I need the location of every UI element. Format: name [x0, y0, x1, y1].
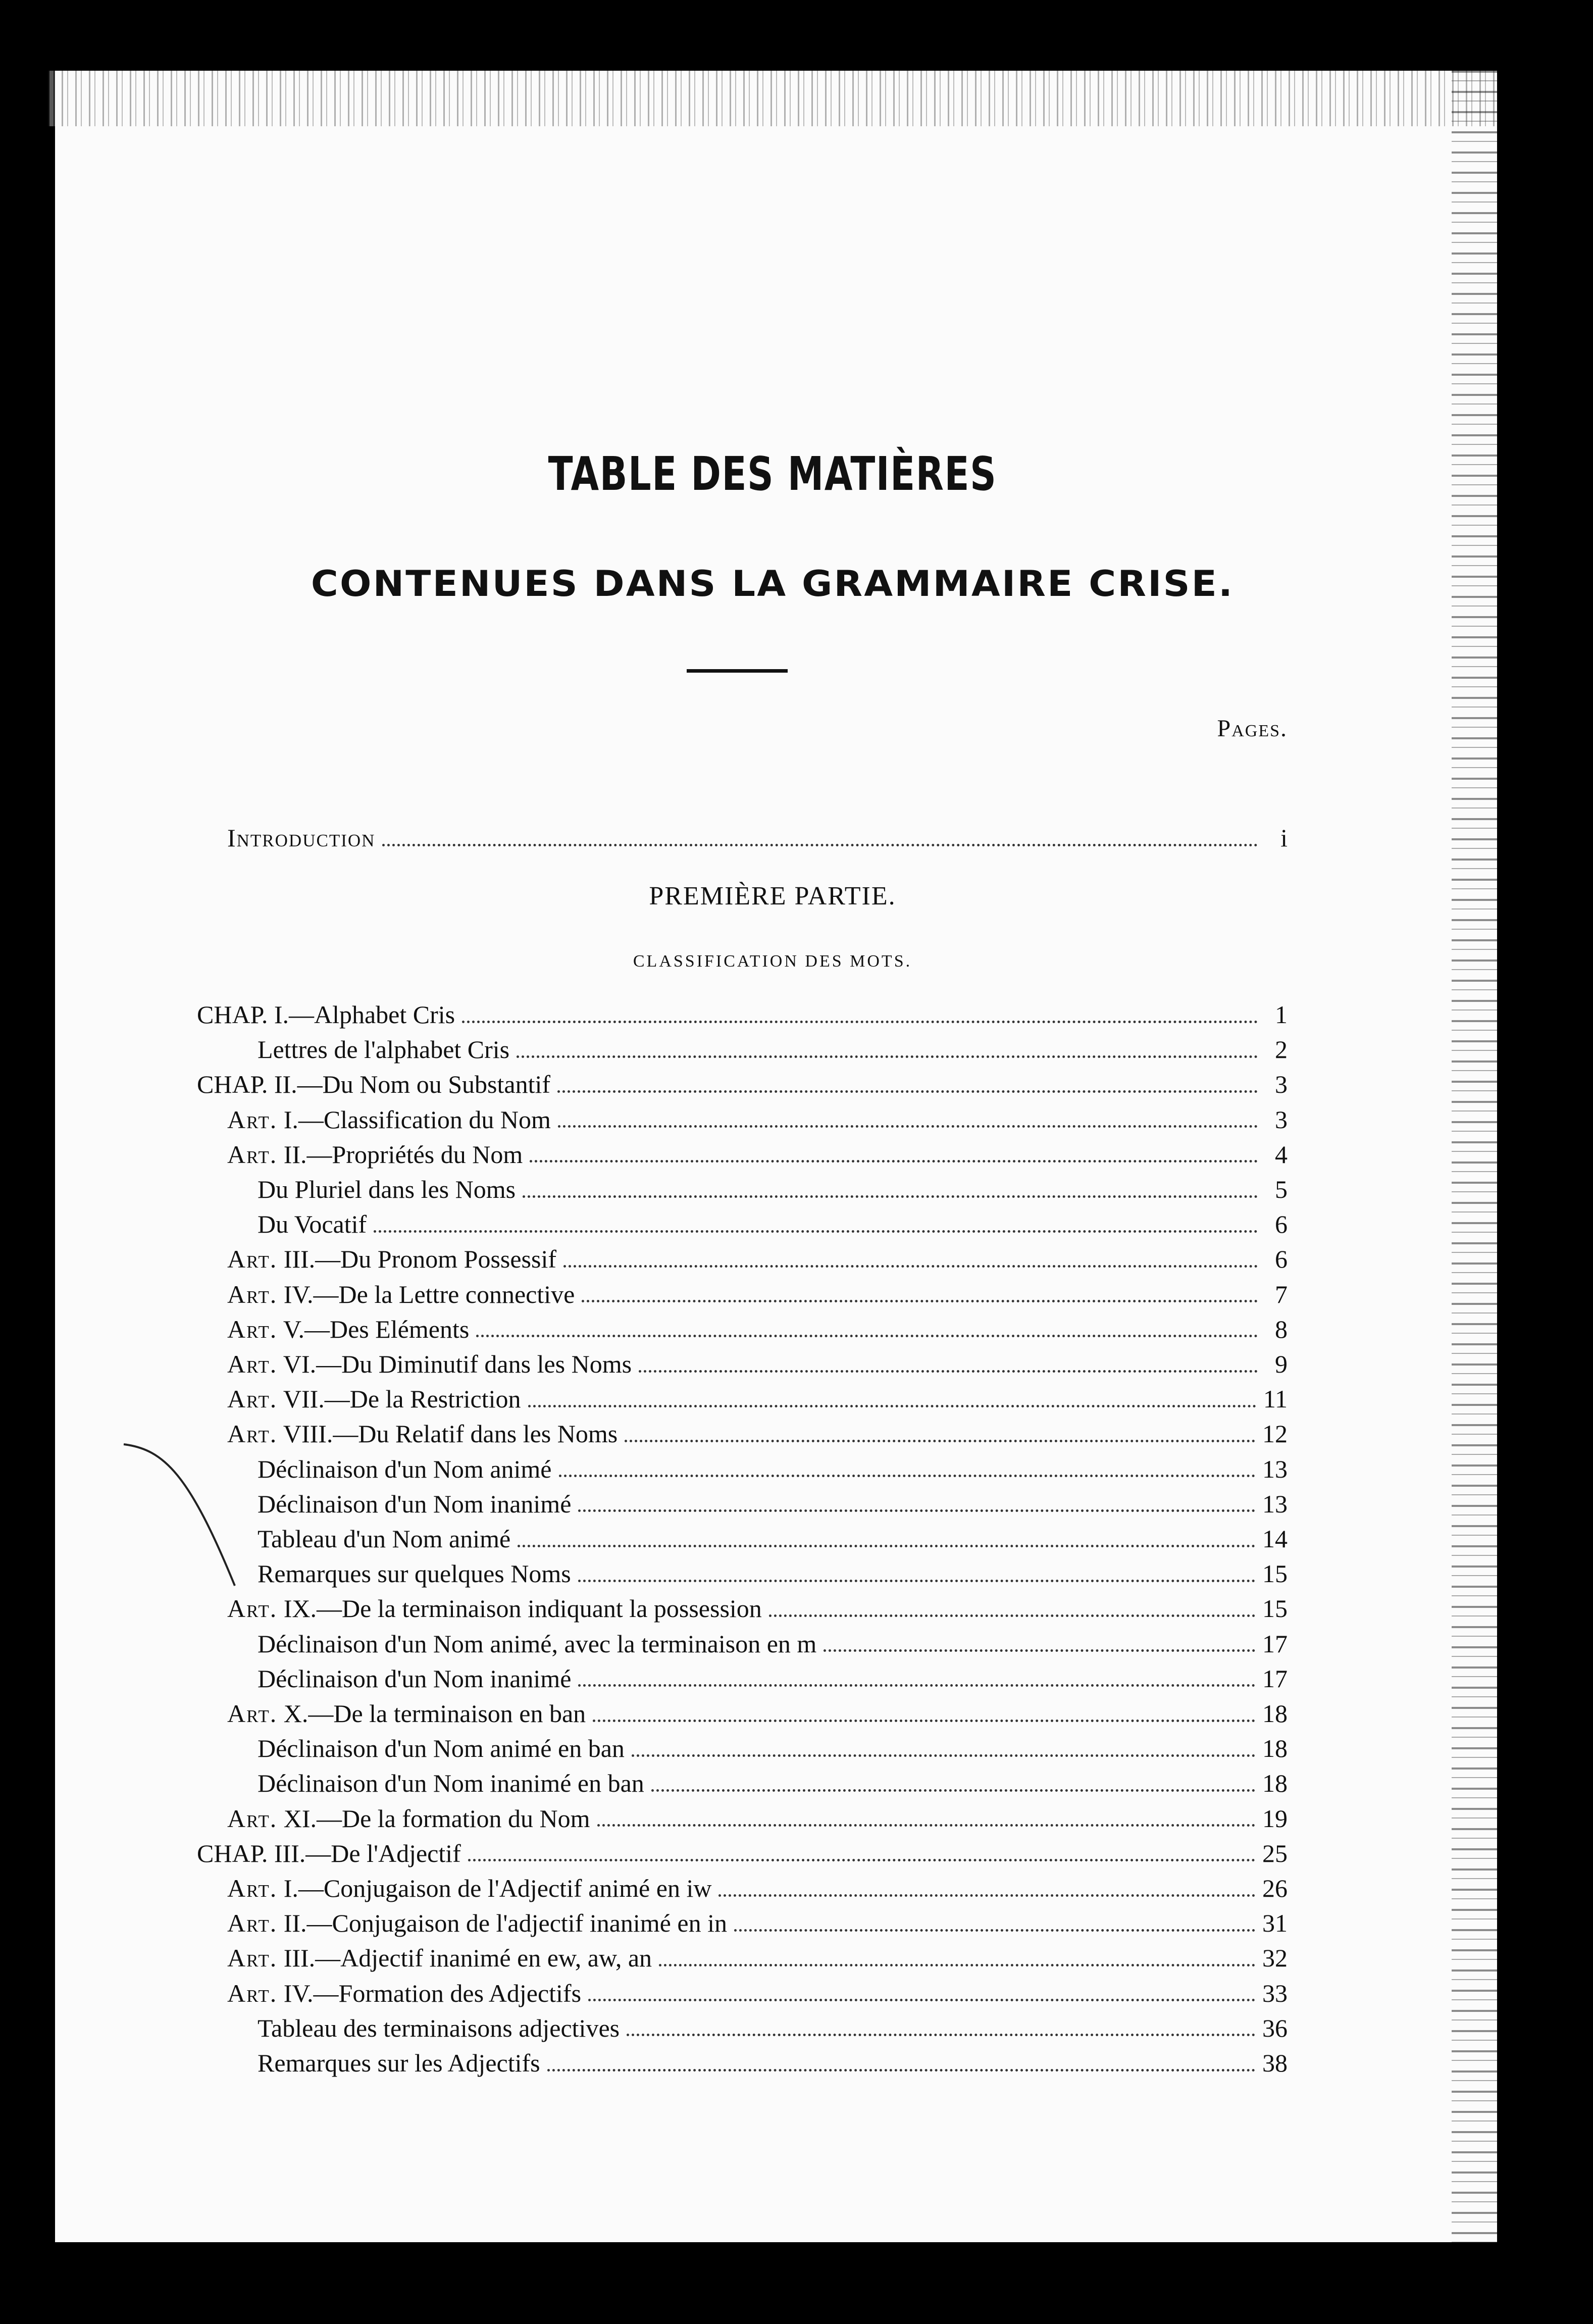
toc-label: Tableau des terminaisons adjectives: [258, 2013, 620, 2042]
toc-row: [258, 1209, 1288, 1241]
toc-page-number: 38: [1262, 2049, 1288, 2077]
toc-row: [227, 1908, 1288, 1940]
toc-label: Art. VI.—Du Diminutif dans les Noms: [227, 1350, 632, 1378]
toc-label: Du Pluriel dans les Noms: [258, 1175, 516, 1203]
toc-page-number: 3: [1275, 1105, 1288, 1134]
toc-label: Lettres de l'alphabet Cris: [258, 1035, 510, 1064]
part-subheading: CLASSIFICATION DES MOTS.: [633, 952, 912, 971]
toc-row: [227, 1594, 1288, 1625]
toc-page-number: 3: [1275, 1070, 1288, 1099]
dot-leader: [718, 1894, 1255, 1897]
toc-label: CHAP. III.—De l'Adjectif: [197, 1839, 461, 1867]
toc-page-number: 12: [1262, 1420, 1288, 1448]
toc-page-number: 5: [1275, 1175, 1288, 1203]
toc-row: [258, 1035, 1288, 1066]
toc-row: [227, 1280, 1288, 1311]
toc-page-number: 18: [1262, 1699, 1288, 1728]
title-rule: [687, 669, 788, 673]
toc-page-number: 18: [1262, 1769, 1288, 1798]
dot-leader: [578, 1580, 1255, 1582]
toc-page-number: 4: [1275, 1140, 1288, 1169]
dot-leader: [769, 1614, 1255, 1617]
dot-leader: [659, 1964, 1255, 1966]
toc-label: Art. II.—Propriétés du Nom: [227, 1140, 523, 1169]
toc-label: Art. I.—Classification du Nom: [227, 1105, 551, 1134]
dot-leader: [639, 1370, 1258, 1373]
toc-page-number: 11: [1263, 1385, 1288, 1413]
dot-leader: [518, 1545, 1255, 1547]
dot-leader: [632, 1754, 1255, 1757]
toc-row: [258, 1524, 1288, 1555]
dot-leader: [578, 1684, 1255, 1687]
toc-label: Déclinaison d'un Nom animé, avec la terminaison en m: [258, 1629, 817, 1658]
toc-page-number: 19: [1262, 1804, 1288, 1833]
dot-leader: [578, 1509, 1255, 1512]
toc-label: Déclinaison d'un Nom inanimé en ban: [258, 1769, 644, 1798]
toc-label: Art. IV.—De la Lettre connective: [227, 1280, 575, 1308]
dot-leader: [824, 1649, 1255, 1652]
toc-row: [258, 1559, 1288, 1590]
toc-row: [227, 1699, 1288, 1730]
toc-row: [258, 2048, 1288, 2080]
toc-page-number: 26: [1262, 1874, 1288, 1902]
dot-leader: [625, 1440, 1255, 1442]
dot-leader: [597, 1824, 1255, 1827]
toc-page-number: 15: [1262, 1594, 1288, 1623]
dot-leader: [476, 1335, 1258, 1337]
toc-row: [227, 1384, 1288, 1416]
scan-right-edge: [1452, 71, 1497, 2242]
dot-leader: [468, 1859, 1255, 1861]
toc-page-number: 25: [1262, 1839, 1288, 1867]
toc-row: [258, 1664, 1288, 1695]
dot-leader: [462, 1021, 1258, 1023]
toc-row: [258, 1734, 1288, 1765]
toc-label: Art. III.—Adjectif inanimé en ew, aw, an: [227, 1944, 652, 1973]
toc-row: [197, 1000, 1288, 1031]
toc-label: Art. XI.—De la formation du Nom: [227, 1804, 590, 1833]
toc-label: Remarques sur quelques Noms: [258, 1559, 571, 1588]
toc-page-number: 31: [1262, 1909, 1288, 1938]
dot-leader: [382, 844, 1258, 846]
dot-leader: [563, 1265, 1258, 1268]
toc-row: [227, 1349, 1288, 1381]
toc-label: CHAP. I.—Alphabet Cris: [197, 1000, 455, 1029]
dot-leader: [523, 1195, 1258, 1198]
toc-label: Déclinaison d'un Nom animé en ban: [258, 1734, 625, 1763]
toc-label: Tableau d'un Nom animé: [258, 1525, 511, 1553]
toc-row: [227, 1419, 1288, 1450]
toc-page-number: 36: [1262, 2013, 1288, 2042]
dot-leader: [557, 1090, 1258, 1093]
toc-page-number: 6: [1275, 1210, 1288, 1239]
toc-row: [258, 1175, 1288, 1206]
toc-label: Déclinaison d'un Nom animé: [258, 1454, 552, 1483]
toc-row: [258, 2013, 1288, 2045]
toc-page-number: 9: [1275, 1350, 1288, 1378]
pages-column-label: Pages.: [1217, 715, 1288, 742]
toc-label: Art. IX.—De la terminaison indiquant la possession: [227, 1594, 762, 1623]
dot-leader: [528, 1405, 1256, 1407]
toc-page-number: 6: [1275, 1245, 1288, 1274]
toc-row: [258, 1629, 1288, 1660]
toc-row: [227, 1244, 1288, 1276]
scan-top-edge: [48, 71, 1497, 126]
toc-row: [197, 1070, 1288, 1101]
toc-row: [258, 1769, 1288, 1800]
toc-label: Art. X.—De la terminaison en ban: [227, 1699, 586, 1728]
part-heading: PREMIÈRE PARTIE.: [649, 882, 896, 911]
toc-row-introduction: [227, 823, 1288, 854]
toc-row: [227, 1874, 1288, 1905]
toc-label: Du Vocatif: [258, 1210, 367, 1239]
toc-row: [227, 1804, 1288, 1835]
toc-page-number: 32: [1262, 1944, 1288, 1973]
toc-page-number: 8: [1275, 1315, 1288, 1343]
toc-label: Art. IV.—Formation des Adjectifs: [227, 1979, 582, 2007]
toc-page-number: 15: [1262, 1559, 1288, 1588]
toc-label: Art. III.—Du Pronom Possessif: [227, 1245, 557, 1274]
dot-leader: [530, 1160, 1258, 1163]
toc-label: Remarques sur les Adjectifs: [258, 2049, 540, 2077]
toc-label: Introduction: [227, 824, 376, 852]
dot-leader: [547, 2069, 1255, 2072]
scanned-page: [48, 71, 1497, 2242]
toc-page-number: 13: [1262, 1454, 1288, 1483]
toc-label: Déclinaison d'un Nom inanimé: [258, 1489, 572, 1518]
dot-leader: [627, 2034, 1255, 2036]
toc-page-number: i: [1280, 824, 1288, 852]
toc-label: Art. I.—Conjugaison de l'Adjectif animé en iw: [227, 1874, 712, 1902]
dot-leader: [593, 1720, 1255, 1722]
toc-page-number: 1: [1275, 1000, 1288, 1029]
scan-left-edge: [48, 71, 55, 2242]
toc-row: [227, 1979, 1288, 2010]
page-subtitle: CONTENUES DANS LA GRAMMAIRE CRISE.: [311, 563, 1235, 604]
toc-page-number: 2: [1275, 1035, 1288, 1064]
dot-leader: [559, 1475, 1256, 1477]
dot-leader: [734, 1929, 1255, 1932]
toc-page-number: 33: [1262, 1979, 1288, 2007]
toc-label: CHAP. II.—Du Nom ou Substantif: [197, 1070, 551, 1099]
page-title: TABLE DES MATIÈRES: [548, 447, 997, 501]
toc-row: [197, 1839, 1288, 1870]
dot-leader: [374, 1230, 1258, 1233]
dot-leader: [588, 1999, 1255, 2001]
toc-page-number: 17: [1262, 1664, 1288, 1693]
toc-page-number: 17: [1262, 1629, 1288, 1658]
dot-leader: [558, 1125, 1258, 1128]
toc-page-number: 13: [1262, 1489, 1288, 1518]
toc-row: [227, 1105, 1288, 1136]
toc-page-number: 7: [1275, 1280, 1288, 1308]
dot-leader: [651, 1789, 1255, 1792]
toc-row: [258, 1489, 1288, 1521]
toc-label: Art. VII.—De la Restriction: [227, 1385, 521, 1413]
toc-page-number: 18: [1262, 1734, 1288, 1763]
toc-label: Déclinaison d'un Nom inanimé: [258, 1664, 572, 1693]
toc-label: Art. VIII.—Du Relatif dans les Noms: [227, 1420, 618, 1448]
dot-leader: [582, 1300, 1258, 1302]
dot-leader: [517, 1055, 1258, 1058]
pencil-mark-icon: [119, 1434, 250, 1596]
toc-row: [258, 1454, 1288, 1486]
toc-row: [227, 1315, 1288, 1346]
toc-label: Art. V.—Des Eléments: [227, 1315, 470, 1343]
toc-page-number: 14: [1262, 1525, 1288, 1553]
toc-label: Art. II.—Conjugaison de l'adjectif inanimé en in: [227, 1909, 727, 1938]
toc-row: [227, 1140, 1288, 1171]
toc-row: [227, 1943, 1288, 1975]
